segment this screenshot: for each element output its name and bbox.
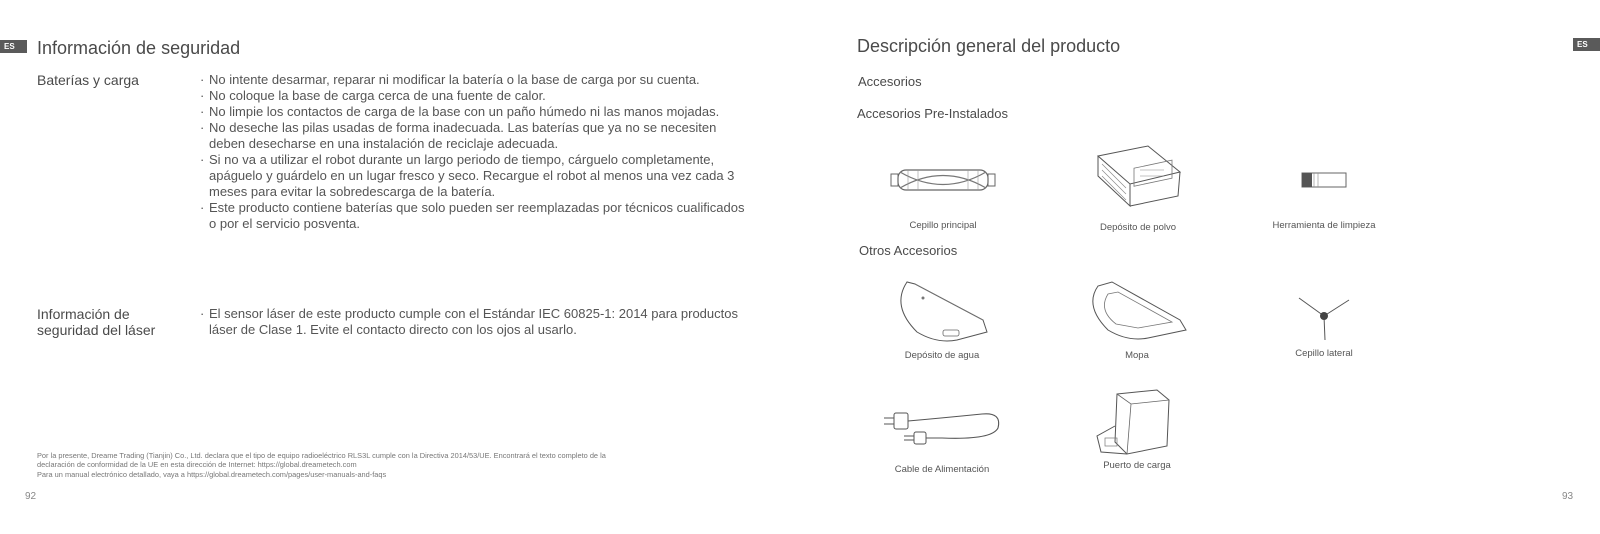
bullet-item: · Si no va a utilizar el robot durante un largo periodo de tiempo, cárguelo completamente, apáguelo y guárdelo en un lugar fresco y seco. Recargue el robot al menos una vez cada 3 meses para evitar la sobredescarga de la batería. bbox=[200, 152, 745, 200]
accessory-label: Depósito de polvo bbox=[1099, 222, 1177, 233]
accessory-cleaning-tool bbox=[1224, 152, 1424, 231]
accessory-label: Herramienta de limpieza bbox=[1272, 220, 1376, 231]
dust-bin-icon bbox=[1088, 144, 1188, 218]
accessory-main-brush bbox=[843, 152, 1043, 231]
page-title-left: Información de seguridad bbox=[37, 38, 241, 58]
section-heading-laser: Información de seguridad del láser bbox=[37, 306, 156, 338]
battery-bullet-list bbox=[200, 72, 745, 232]
charging-dock-icon bbox=[1087, 386, 1187, 460]
accessory-dust-bin bbox=[1038, 144, 1238, 233]
language-tab-left: ES bbox=[0, 40, 27, 53]
water-tank-icon bbox=[887, 276, 997, 346]
accessory-label: Cepillo principal bbox=[909, 220, 977, 231]
accessory-mop bbox=[1037, 276, 1237, 361]
conformity-footnote bbox=[37, 451, 737, 479]
page-number-right: 93 bbox=[1562, 491, 1574, 502]
accessory-label: Cable de Alimentación bbox=[894, 464, 990, 475]
accessories-heading: Accesorios bbox=[858, 74, 922, 89]
bullet-item: · No limpie los contactos de carga de la base con un paño húmedo ni las manos mojadas. bbox=[200, 104, 745, 120]
preinstalled-heading: Accesorios Pre-Instalados bbox=[857, 106, 1009, 121]
mop-icon bbox=[1082, 276, 1192, 346]
footnote-line: Para un manual electrónico detallado, vaya a https://global.dreametech.com/pages/user-manuals-and-faqs bbox=[37, 469, 387, 479]
other-accessories-heading: Otros Accesorios bbox=[859, 243, 958, 258]
footnote-line: declaración de conformidad de la UE en esta dirección de Internet: https://global.dreametech.com bbox=[37, 460, 357, 470]
main-brush-icon bbox=[888, 152, 998, 212]
language-tab-right: ES bbox=[1573, 38, 1600, 51]
accessory-charging-dock bbox=[1037, 386, 1237, 471]
page-number-left: 92 bbox=[25, 491, 37, 502]
page-title-right: Descripción general del producto bbox=[857, 36, 1121, 56]
footnote-line: Por la presente, Dreame Trading (Tianjin) Co., Ltd. declara que el tipo de equipo radioeléctrico RLS3L cumple con la Directiva 2014/53/UE. Encontrará el texto completo de la bbox=[37, 451, 606, 460]
laser-bullet-list bbox=[200, 306, 745, 338]
bullet-item: · Este producto contiene baterías que solo pueden ser reemplazadas por técnicos cualificados o por el servicio posventa. bbox=[200, 200, 745, 232]
accessory-side-brush bbox=[1224, 286, 1424, 359]
power-cable-icon bbox=[882, 398, 1002, 460]
accessory-power-cable bbox=[842, 398, 1042, 475]
bullet-item: · No coloque la base de carga cerca de una fuente de calor. bbox=[200, 88, 745, 104]
bullet-item: · No intente desarmar, reparar ni modificar la batería o la base de carga por su cuenta. bbox=[200, 72, 745, 88]
cleaning-tool-icon bbox=[1294, 152, 1354, 212]
accessory-label: Mopa bbox=[1125, 350, 1149, 361]
bullet-item: · No deseche las pilas usadas de forma inadecuada. Las baterías que ya no se necesiten deben desecharse en una instalación de reciclaje adecuada. bbox=[200, 120, 745, 152]
accessory-water-tank bbox=[842, 276, 1042, 361]
bullet-item: · El sensor láser de este producto cumple con el Estándar IEC 60825-1: 2014 para productos láser de Clase 1. Evite el contacto directo con los ojos al usarlo. bbox=[200, 306, 745, 338]
section-heading-batteries: Baterías y carga bbox=[37, 72, 139, 88]
side-brush-icon bbox=[1289, 286, 1359, 346]
accessory-label: Puerto de carga bbox=[1103, 460, 1171, 471]
accessory-label: Cepillo lateral bbox=[1295, 348, 1353, 359]
accessory-label: Depósito de agua bbox=[904, 350, 980, 361]
